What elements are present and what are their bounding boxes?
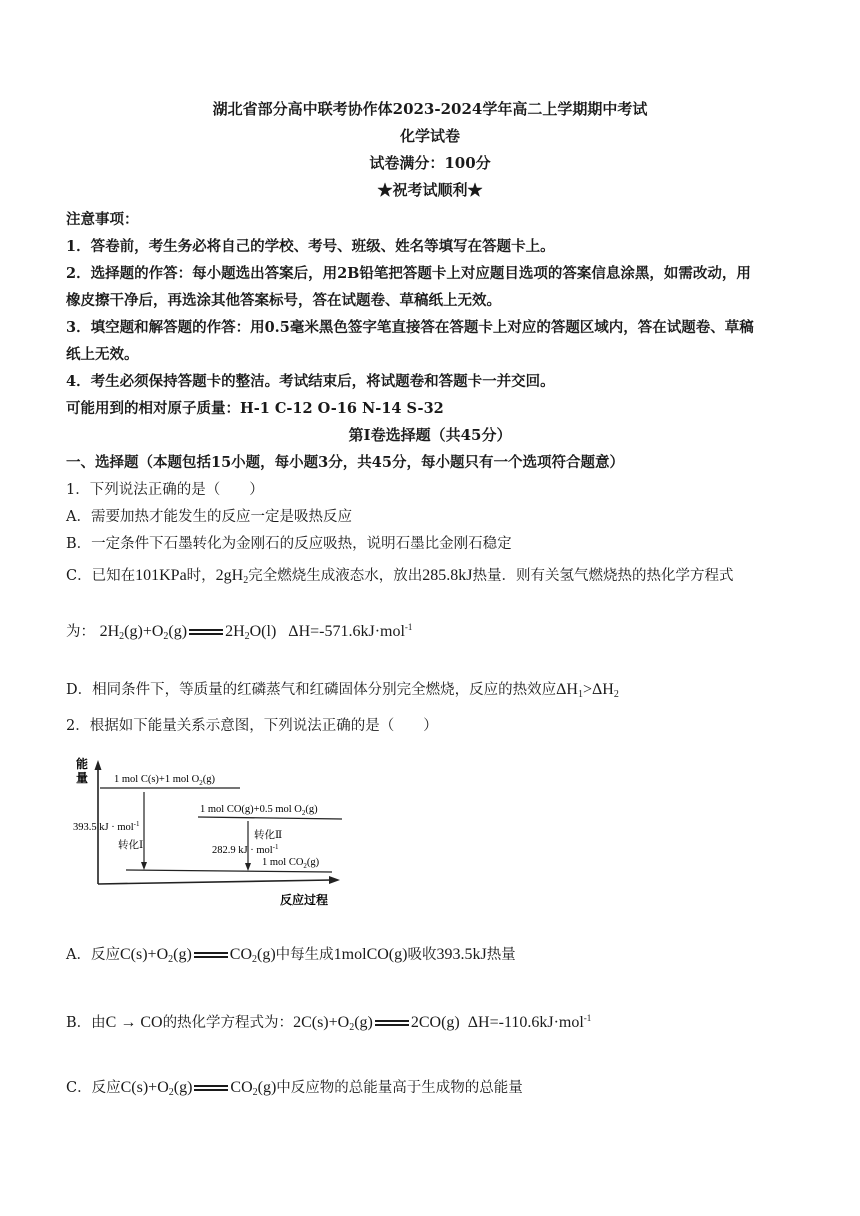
q2-b-reaction: C → CO [105,1014,163,1031]
q1-c-prefix: C．已知在 [66,568,136,584]
notice-item-3: 3．填空题和解答题的作答：用0.5毫米黑色签字笔直接答在答题卡上对应的答题区域内，答在试题卷、草稿 [66,319,754,336]
energy-level-2-label: 1 mol CO(g)+0.5 mol $O_2(g)$ [200,804,318,817]
q1-c-suffix: 热量．则有关氢气燃烧热的热化学方程式 [472,568,734,584]
q2-c-prefix: C．反应 [66,1080,121,1096]
notice-item-3-cont: 纸上无效。 [66,346,139,363]
q1-c-mass: $2gH_2$ [215,567,249,586]
energy-level-2 [198,817,342,819]
q2-option-a [66,943,806,965]
energy-level-3 [126,870,332,872]
exam-title: 湖北省部分高中联考协作体2023-2024学年高二上学期期中考试 [212,100,648,118]
equals-sign-icon [194,950,228,960]
q2-a-heat: 393.5kJ [436,946,487,963]
good-luck-wish: ★祝考试顺利★ [377,181,483,199]
q1-c-mid2: 完全燃烧生成液态水，放出 [248,568,423,584]
energy-level-diagram [70,752,345,912]
q2-a-prefix: A．反应 [66,947,120,963]
section-title: 第Ⅰ卷选择题（共45分） [348,426,512,444]
notice-item-1: 1．答卷前，考生务必将自己的学校、考号、班级、姓名等填写在答题卡上。 [66,238,555,255]
q1-option-a: A．需要加热才能发生的反应一定是吸热反应 [66,509,352,525]
equals-sign-icon [194,1083,228,1093]
q1-c-eq-prefix: 为： [66,624,95,640]
conversion-1-arrowhead-icon [141,862,147,870]
q2-a-suffix: 热量 [486,947,516,963]
q2-option-b [66,1011,806,1033]
notice-heading: 注意事项： [66,211,139,228]
q1-d-relation: $\Delta H_1>\Delta H_2$ [556,681,619,700]
energy-level-1-label: 1 mol C(s)+1 mol $O_2(g)$ [114,774,216,787]
x-axis-arrow-icon [329,876,340,884]
q2-b-mid: 的热化学方程式为： [162,1015,294,1031]
q1-c-mid1: 时， [186,568,216,584]
conversion-2-label: 转化Ⅱ [254,830,283,841]
full-score: 试卷满分：100分 [369,154,491,172]
q2-a-mid: 中每生成 [275,947,334,963]
exam-subject: 化学试卷 [399,127,460,145]
y-axis-label-1: 能 [76,757,89,771]
q2-a-mid2: 吸收 [407,947,437,963]
q1-option-c [66,564,806,586]
notice-item-2: 2．选择题的作答：每小题选出答案后，用2B铅笔把答题卡上对应题目选项的答案信息涂黑，如需改动，用 [66,265,751,282]
y-axis-arrow-icon [95,760,102,770]
q1-option-d [66,678,806,700]
y-axis-label-2: 量 [76,771,89,785]
section-instruction: 一、选择题（本题包括15小题，每小题3分，共45分，每小题只有一个选项符合题意） [66,454,624,471]
energy-level-3-label: 1 mol $CO_2(g)$ [262,857,320,870]
notice-item-4: 4．考生必须保持答题卡的整洁。考试结束后，将试题卷和答题卡一并交回。 [66,373,555,390]
q2-c-equation: $C(s)+O_2(g)$ $CO_2(g)$ [120,1079,277,1098]
q2-option-c [66,1076,806,1098]
q2-b-equation: $2C(s)+O_2(g)$ 2CO(g) ΔH=-110.6kJ·mol$^{-1}$ [293,1013,592,1033]
energy-1-label: 393.5 kJ · mol$^{-1}$ [73,820,140,833]
q2-a-amount: 1molCO(g) [333,946,408,963]
q1-c-equation: $2H_2(g)+O_2(g)$ $2H_2O(l)$ ΔH=-571.6kJ·mol$^{-1}$ [99,622,413,642]
equals-sign-icon [375,1018,409,1028]
conversion-2-arrowhead-icon [245,863,251,871]
q2-stem: 2．根据如下能量关系示意图，下列说法正确的是（ ） [66,718,438,734]
conversion-1-label: 转化Ⅰ [118,840,144,851]
q1-c-pressure: 101KPa [135,567,187,584]
notice-item-2-cont: 橡皮擦干净后，再选涂其他答案标号，答在试题卷、草稿纸上无效。 [66,292,501,309]
q1-option-b: B．一定条件下石墨转化为金刚石的反应吸热，说明石墨比金刚石稳定 [66,536,512,552]
q2-c-suffix: 中反应物的总能量高于生成物的总能量 [276,1080,523,1096]
q2-b-prefix: B．由 [66,1015,106,1031]
q1-option-c-equation [66,620,806,642]
energy-2-label: 282.9 kJ · mol$^{-1}$ [212,843,279,856]
q1-stem: 1．下列说法正确的是（ ） [66,482,264,498]
q1-c-heat: 285.8kJ [422,567,473,584]
x-axis [98,880,332,884]
equals-sign-icon [189,627,223,637]
q2-a-equation: $C(s)+O_2(g)$ $CO_2(g)$ [119,946,276,965]
atomic-masses: 可能用到的相对原子质量：H-1 C-12 O-16 N-14 S-32 [66,400,444,417]
x-axis-label: 反应过程 [280,893,329,907]
q1-d-prefix: D．相同条件下，等质量的红磷蒸气和红磷固体分别完全燃烧，反应的热效应 [66,682,557,698]
